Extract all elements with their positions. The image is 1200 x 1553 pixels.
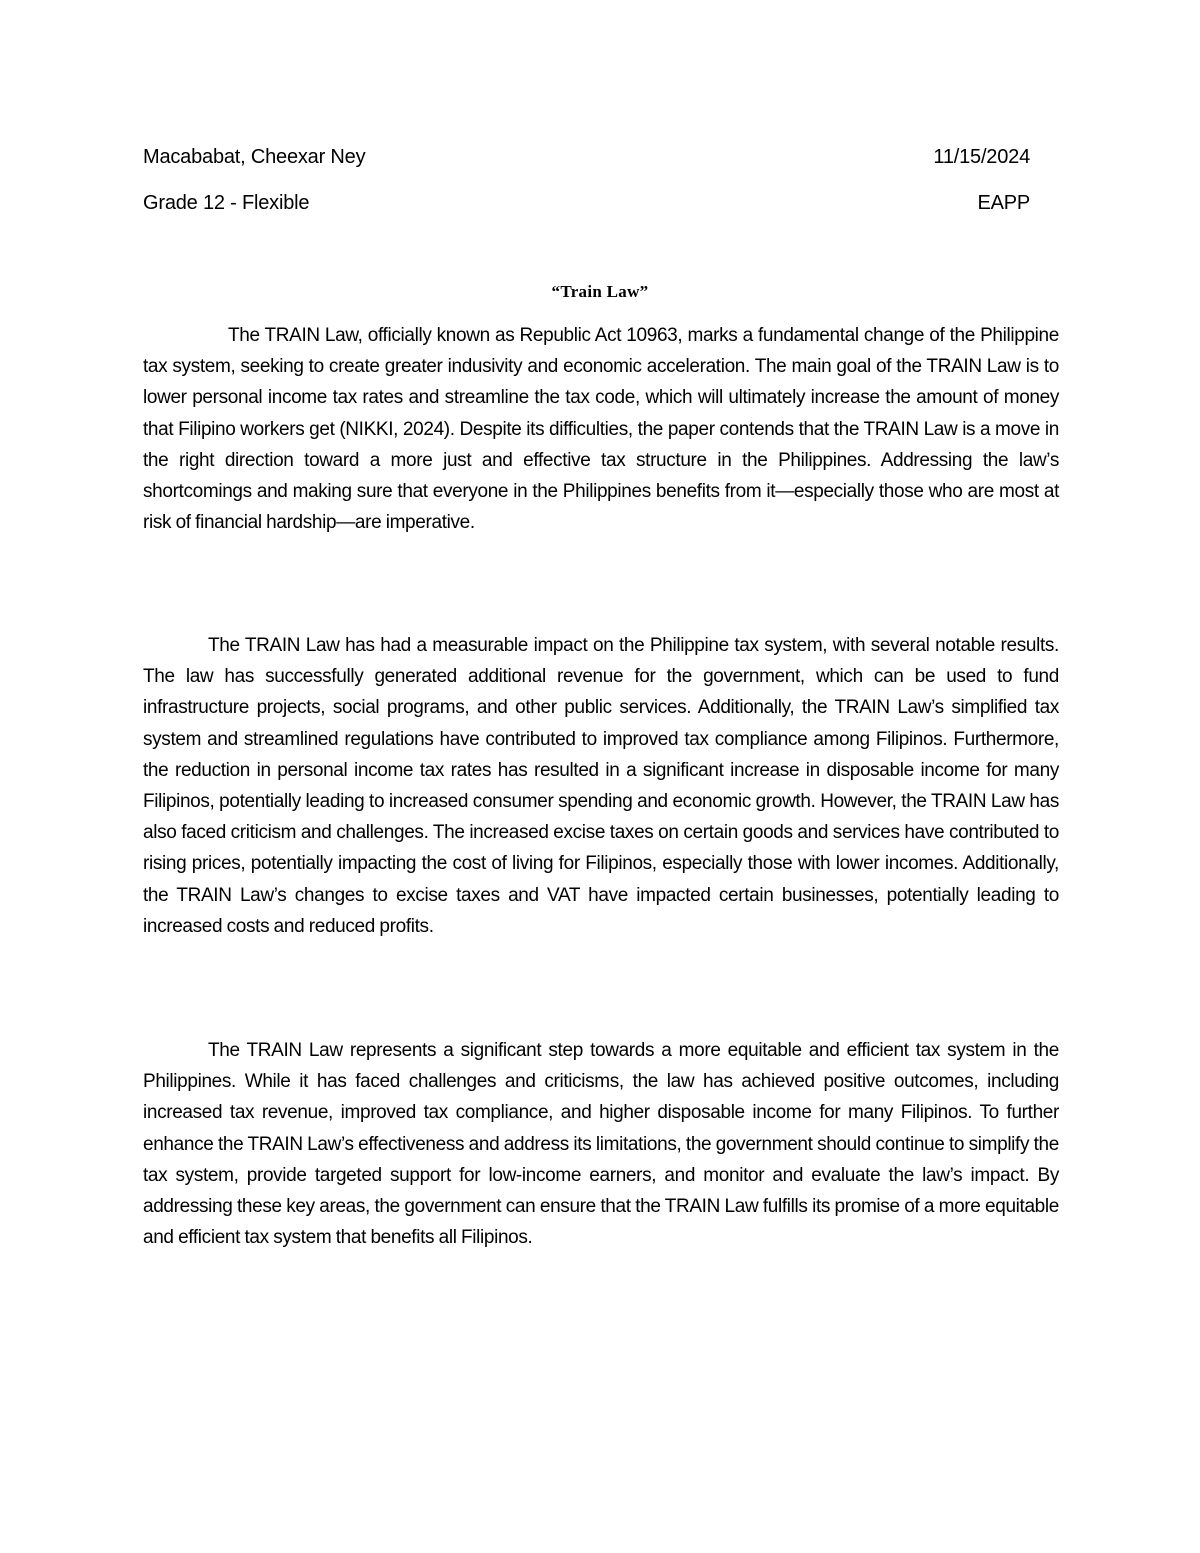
header-row-1 (143, 145, 1030, 169)
paragraph-2: The TRAIN Law has had a measurable impact on the Philippine tax system, with several notable results. The law has successfully generated additional revenue for the government, which can be used to fund infrastructure projects, social programs, and other public services. Additionally, the TRAIN Law’s simplified tax system and streamlined regulations have contributed to improved tax compliance among Filipinos. Furthermore, the reduction in personal income tax rates has resulted in a significant increase in disposable income for many Filipinos, potentially leading to increased consumer spending and economic growth. However, the TRAIN Law has also faced criticism and challenges. The increased excise taxes on certain goods and services have contributed to rising prices, potentially impacting the cost of living for Filipinos, especially those with lower incomes. Additionally, the TRAIN Law’s changes to excise taxes and VAT have impacted certain businesses, potentially leading to increased costs and reduced profits. (143, 635, 1059, 937)
header-row-2 (143, 191, 1030, 215)
paragraph-3: The TRAIN Law represents a significant step towards a more equitable and efficient tax system in the Philippines. While it has faced challenges and criticisms, the law has achieved positive outcomes, including increased tax revenue, improved tax compliance, and higher disposable income for many Filipinos. To further enhance the TRAIN Law’s effectiveness and address its limitations, the government should continue to simplify the tax system, provide targeted support for low-income earners, and monitor and evaluate the law’s impact. By addressing these key areas, the government can ensure that the TRAIN Law fulfills its promise of a more equitable and efficient tax system that benefits all Filipinos. (143, 1040, 1059, 1249)
document-date: 11/15/2024 (933, 146, 1030, 168)
essay-title: “Train Law” (551, 282, 649, 301)
paragraph-1: The TRAIN Law, officially known as Republic Act 10963, marks a fundamental change of the Philippine tax system, seeking to create greater indusivity and economic acceleration. The main goal of the TRAIN Law is to lower personal income tax rates and streamline the tax code, which will ultimately increase the amount of money that Filipino workers get (NIKKI, 2024). Despite its difficulties, the paper contends that the TRAIN Law is a move in the right direction toward a more just and effective tax structure in the Philippines. Addressing the law’s shortcomings and making sure that everyone in the Philippines benefits from it—especially those who are most at risk of financial hardship—are imperative. (143, 325, 1059, 534)
grade-section: Grade 12 - Flexible (143, 192, 310, 214)
student-name: Macababat, Cheexar Ney (143, 146, 366, 168)
subject: EAPP (977, 192, 1030, 214)
